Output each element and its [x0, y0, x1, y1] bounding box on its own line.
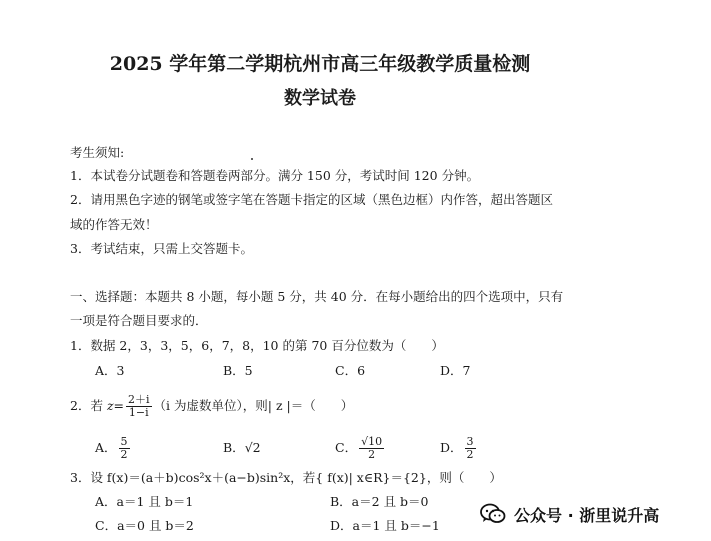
watermark	[480, 502, 659, 526]
page-title: 2025 学年第二学期杭州市高三年级教学质量检测	[109, 53, 531, 75]
scan-dot	[251, 158, 253, 160]
notice-line-1: 1．本试卷分试题卷和答题卷两部分。满分 150 分，考试时间 120 分钟。	[70, 168, 480, 183]
q2-option-b-value: √2	[244, 440, 261, 455]
notice-line-3: 3．考试结束，只需上交答题卡。	[70, 241, 253, 256]
q2-suffix: （i 为虚数单位），则| z |＝（ ）	[153, 398, 354, 413]
q2-option-c	[335, 436, 386, 461]
q3-option-d: D．a＝1 且 b＝−1	[330, 518, 440, 533]
q2-stem	[70, 394, 353, 419]
q2-option-c-num: √10	[361, 435, 383, 448]
q2-option-b	[223, 440, 261, 456]
q3-stem: 3．设 f(x)＝(a＋b)cos²x＋(a−b)sin²x，若{ f(x)| x∈R}＝{2}，则（ ）	[70, 470, 502, 485]
q2-eq: =	[113, 398, 125, 413]
page-subtitle: 数学试卷	[284, 88, 356, 109]
q2-option-b-label: B．	[223, 440, 245, 455]
q2-option-a-num: 5	[120, 435, 128, 448]
q2-option-a-fraction	[119, 436, 130, 461]
q1-stem: 1．数据 2，3，3，5，6，7，8，10 的第 70 百分位数为（ ）	[70, 338, 444, 353]
q1-option-a: A．3	[95, 363, 125, 378]
q2-option-a	[95, 436, 132, 461]
notice-line-2-cont: 域的作答无效！	[70, 217, 158, 232]
q2-option-d-num: 3	[466, 435, 474, 448]
q2-fraction-den: 1−i	[128, 406, 149, 419]
watermark-text: 公众号 · 浙里说升高	[514, 505, 660, 525]
q2-fraction	[126, 394, 152, 419]
q2-option-d-label: D．	[440, 440, 463, 455]
q2-fraction-num: 2＋i	[128, 393, 150, 406]
q1-option-d: D．7	[440, 363, 471, 378]
q2-option-c-den: 2	[368, 448, 376, 461]
q2-option-d	[440, 436, 478, 461]
q1-option-b: B．5	[223, 363, 253, 378]
q2-option-d-fraction	[465, 436, 476, 461]
q1-option-c: C．6	[335, 363, 366, 378]
q2-prefix: 2．若	[70, 398, 103, 413]
wechat-icon	[480, 503, 506, 525]
q2-option-c-label: C．	[335, 440, 358, 455]
q2-option-a-label: A．	[95, 440, 117, 455]
notice-heading: 考生须知:	[70, 145, 125, 160]
q2-option-d-den: 2	[466, 448, 474, 461]
section-heading: 一、选择题：本题共 8 小题，每小题 5 分，共 40 分．在每小题给出的四个选项中，只有	[70, 289, 564, 304]
q3-option-b: B．a＝2 且 b＝0	[330, 494, 429, 509]
section-heading-cont: 一项是符合题目要求的．	[70, 313, 208, 328]
q3-option-a: A．a＝1 且 b＝1	[95, 494, 194, 509]
notice-line-2: 2．请用黑色字迹的钢笔或签字笔在答题卡指定的区域（黑色边框）内作答，超出答题区	[70, 192, 553, 207]
q3-option-c: C．a＝0 且 b＝2	[95, 518, 194, 533]
q2-option-a-den: 2	[120, 448, 128, 461]
q2-option-c-fraction	[359, 436, 384, 461]
q2-var: z	[106, 398, 114, 413]
